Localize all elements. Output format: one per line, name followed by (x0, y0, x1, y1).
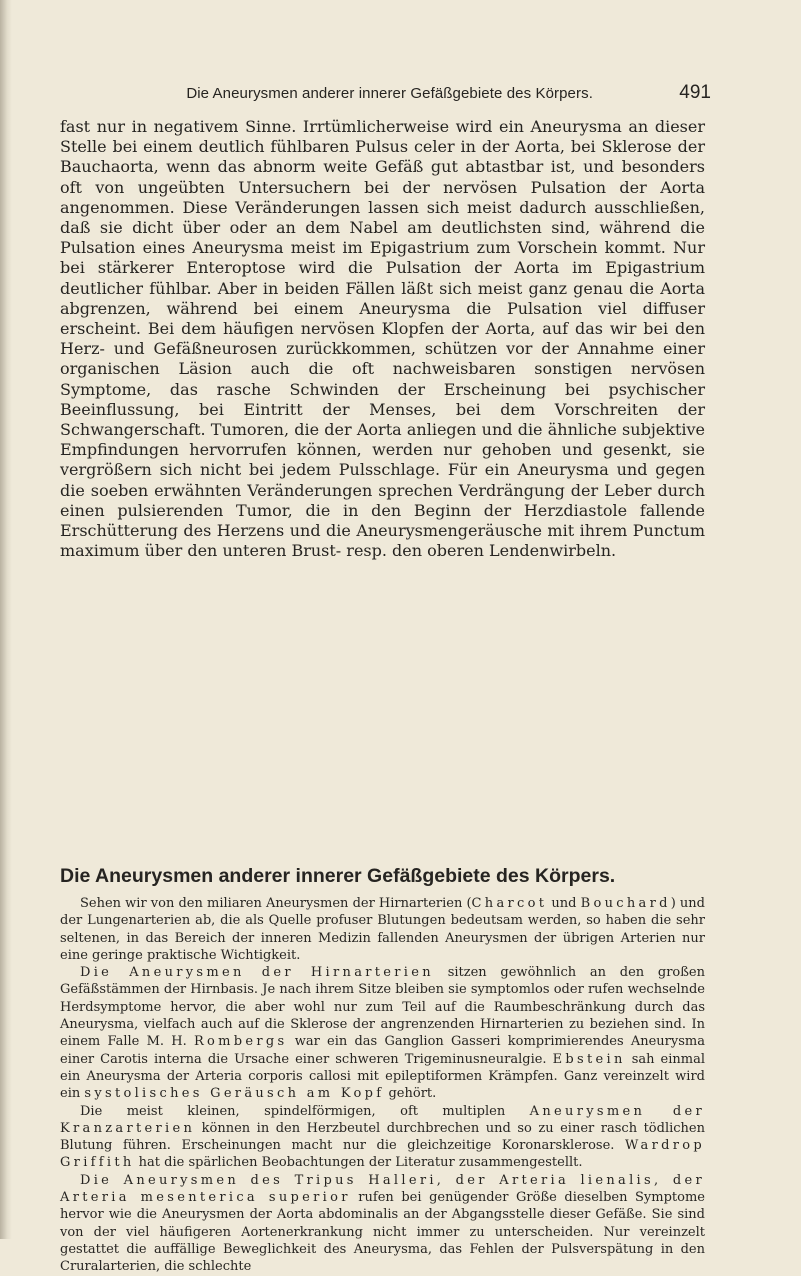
text-run: sah einmal ein Aneurysma der Arteria corporis callosi mit epileptiformen Krämpfen. Ganz vereinzelt wird ein (60, 1051, 705, 1102)
text-run: und (547, 896, 581, 911)
text-run: rufen bei genügender Größe dieselben Symptome hervor wie die Aneurysmen der Aorta abdominalis an der Abgangsstelle dieser Gefäße. Sie sind von der viel häufigeren Aortenerkrankung nicht immer zu unterscheiden. Nur vereinzelt gestattet die auffällige Beweglichkeit des Aneurysma, das Fehlen der Pulsverspätung in den Cruralarterien, die schlechte (60, 1190, 706, 1275)
author-name: Bouchard (580, 896, 671, 911)
book-binding-edge (0, 0, 12, 1239)
text-run: ) und der Lungenarterien ab, die als Quelle profuser Blutungen bedeutsam werden, so haben die sehr seltenen, in das Bereich der inneren Medizin fallenden Aneurysmen der übrigen Arterien nur eine geringe praktische Wichtigkeit. (60, 896, 705, 963)
text-run: Die meist kleinen, spindelförmigen, oft multiplen (80, 1103, 530, 1119)
paragraph-1 (60, 895, 705, 964)
text-run: war ein das Ganglion Gasseri komprimierendes Aneurysma einer Carotis interna die Ursache einer schweren Trigeminusneuralgie. (60, 1034, 705, 1067)
text-run: hat die spärlichen Beobachtungen der Literatur zusammengestellt. (134, 1155, 583, 1171)
text-run: können in den Herzbeutel durchbrechen und so zu einer rasch tödlichen Blutung führen. Erscheinungen macht nur die gleichzeitige Koronarsklerose. (60, 1120, 705, 1154)
author-name: Rombergs (193, 1034, 288, 1050)
continued-paragraph (60, 117, 705, 561)
text-run: sitzen gewöhnlich an den großen Gefäßstämmen der Hirnbasis. Je nach ihrem Sitze bleiben sie symptomlos oder rufen wechselnde Herdsymptome hervor, die aber wohl nur zum Teil auf die Raumbeschränkung durch das Aneurysma, vielfach auch auf die Sklerose der angrenzenden Hirnarterien zu beziehen sind. In einem Falle M. H. (60, 965, 705, 1050)
emphasized-term: Aneurysmen der Kranzarterien (60, 1103, 705, 1136)
section-body (60, 895, 705, 1276)
author-name: Ebstein (552, 1051, 626, 1067)
page-number: 491 (679, 82, 711, 103)
emphasized-term: Die Aneurysmen des Tripus Halleri, der Arteria lienalis, der Arteria mesenterica superior (60, 1172, 705, 1206)
text-run: Sehen wir von den miliaren Aneurysmen der Hirnarterien ( (80, 896, 472, 911)
paragraph-2 (60, 964, 705, 1102)
page-header (60, 82, 711, 104)
emphasized-term: Die Aneurysmen der Hirnarterien (80, 965, 434, 981)
author-name: Charcot (471, 896, 548, 911)
author-name: Wardrop Griffith (60, 1138, 705, 1171)
section-heading: Die Aneurysmen anderer innerer Gefäßgebiete des Körpers. (60, 865, 616, 887)
paragraph-3 (60, 1103, 705, 1172)
emphasized-term: systolisches Geräusch am Kopf (84, 1086, 385, 1102)
paragraph-text: fast nur in negativem Sinne. Irrtümlicherweise wird ein Aneurysma an dieser Stelle bei einem deutlich fühlbaren Pulsus celer in der Aorta, bei Sklerose der Bauchaorta, wenn das abnorm weite Gefäß gut abtastbar ist, und besonders oft von ungeübten Untersuchern bei der nervösen Pulsation der Aorta angenommen. Diese Veränderungen lassen sich meist dadurch ausschließen, daß sie dicht über oder an dem Nabel am deutlichsten sind, während die Pulsation eines Aneurysma meist im Epigastrium zum Vorschein kommt. Nur bei stärkerer Enteroptose wird die Pulsation der Aorta im Epigastrium deutlicher fühlbar. Aber in beiden Fällen läßt sich meist ganz genau die Aorta abgrenzen, während bei einem Aneurysma die Pulsation viel diffuser erscheint. Bei dem häufigen nervösen Klopfen der Aorta, auf das wir bei den Herz- und Gefäßneurosen zurückkommen, schützen vor der Annahme einer organischen Läsion auch die oft nachweisbaren sonstigen nervösen Symptome, das rasche Schwinden der Erscheinung bei psychischer Beeinflussung, bei Eintritt der Menses, bei dem Vorschreiten der Schwangerschaft. Tumoren, die der Aorta anliegen und die ähnliche subjektive Empfindungen hervorrufen können, werden nur gehoben und gesenkt, sie vergrößern sich nicht bei jedem Pulsschlage. Für ein Aneurysma und gegen die soeben erwähnten Veränderungen sprechen Verdrängung der Leber durch einen pulsierenden Tumor, die in den Beginn der Herzdiastole fallende Erschütterung des Herzens und die Aneurysmengeräusche mit ihrem Punctum maximum über den unteren Brust- resp. den oberen Lendenwirbeln. (60, 117, 705, 561)
running-title: Die Aneurysmen anderer innerer Gefäßgebiete des Körpers. (186, 85, 593, 102)
paragraph-4 (60, 1172, 705, 1276)
text-run: gehört. (384, 1086, 437, 1102)
